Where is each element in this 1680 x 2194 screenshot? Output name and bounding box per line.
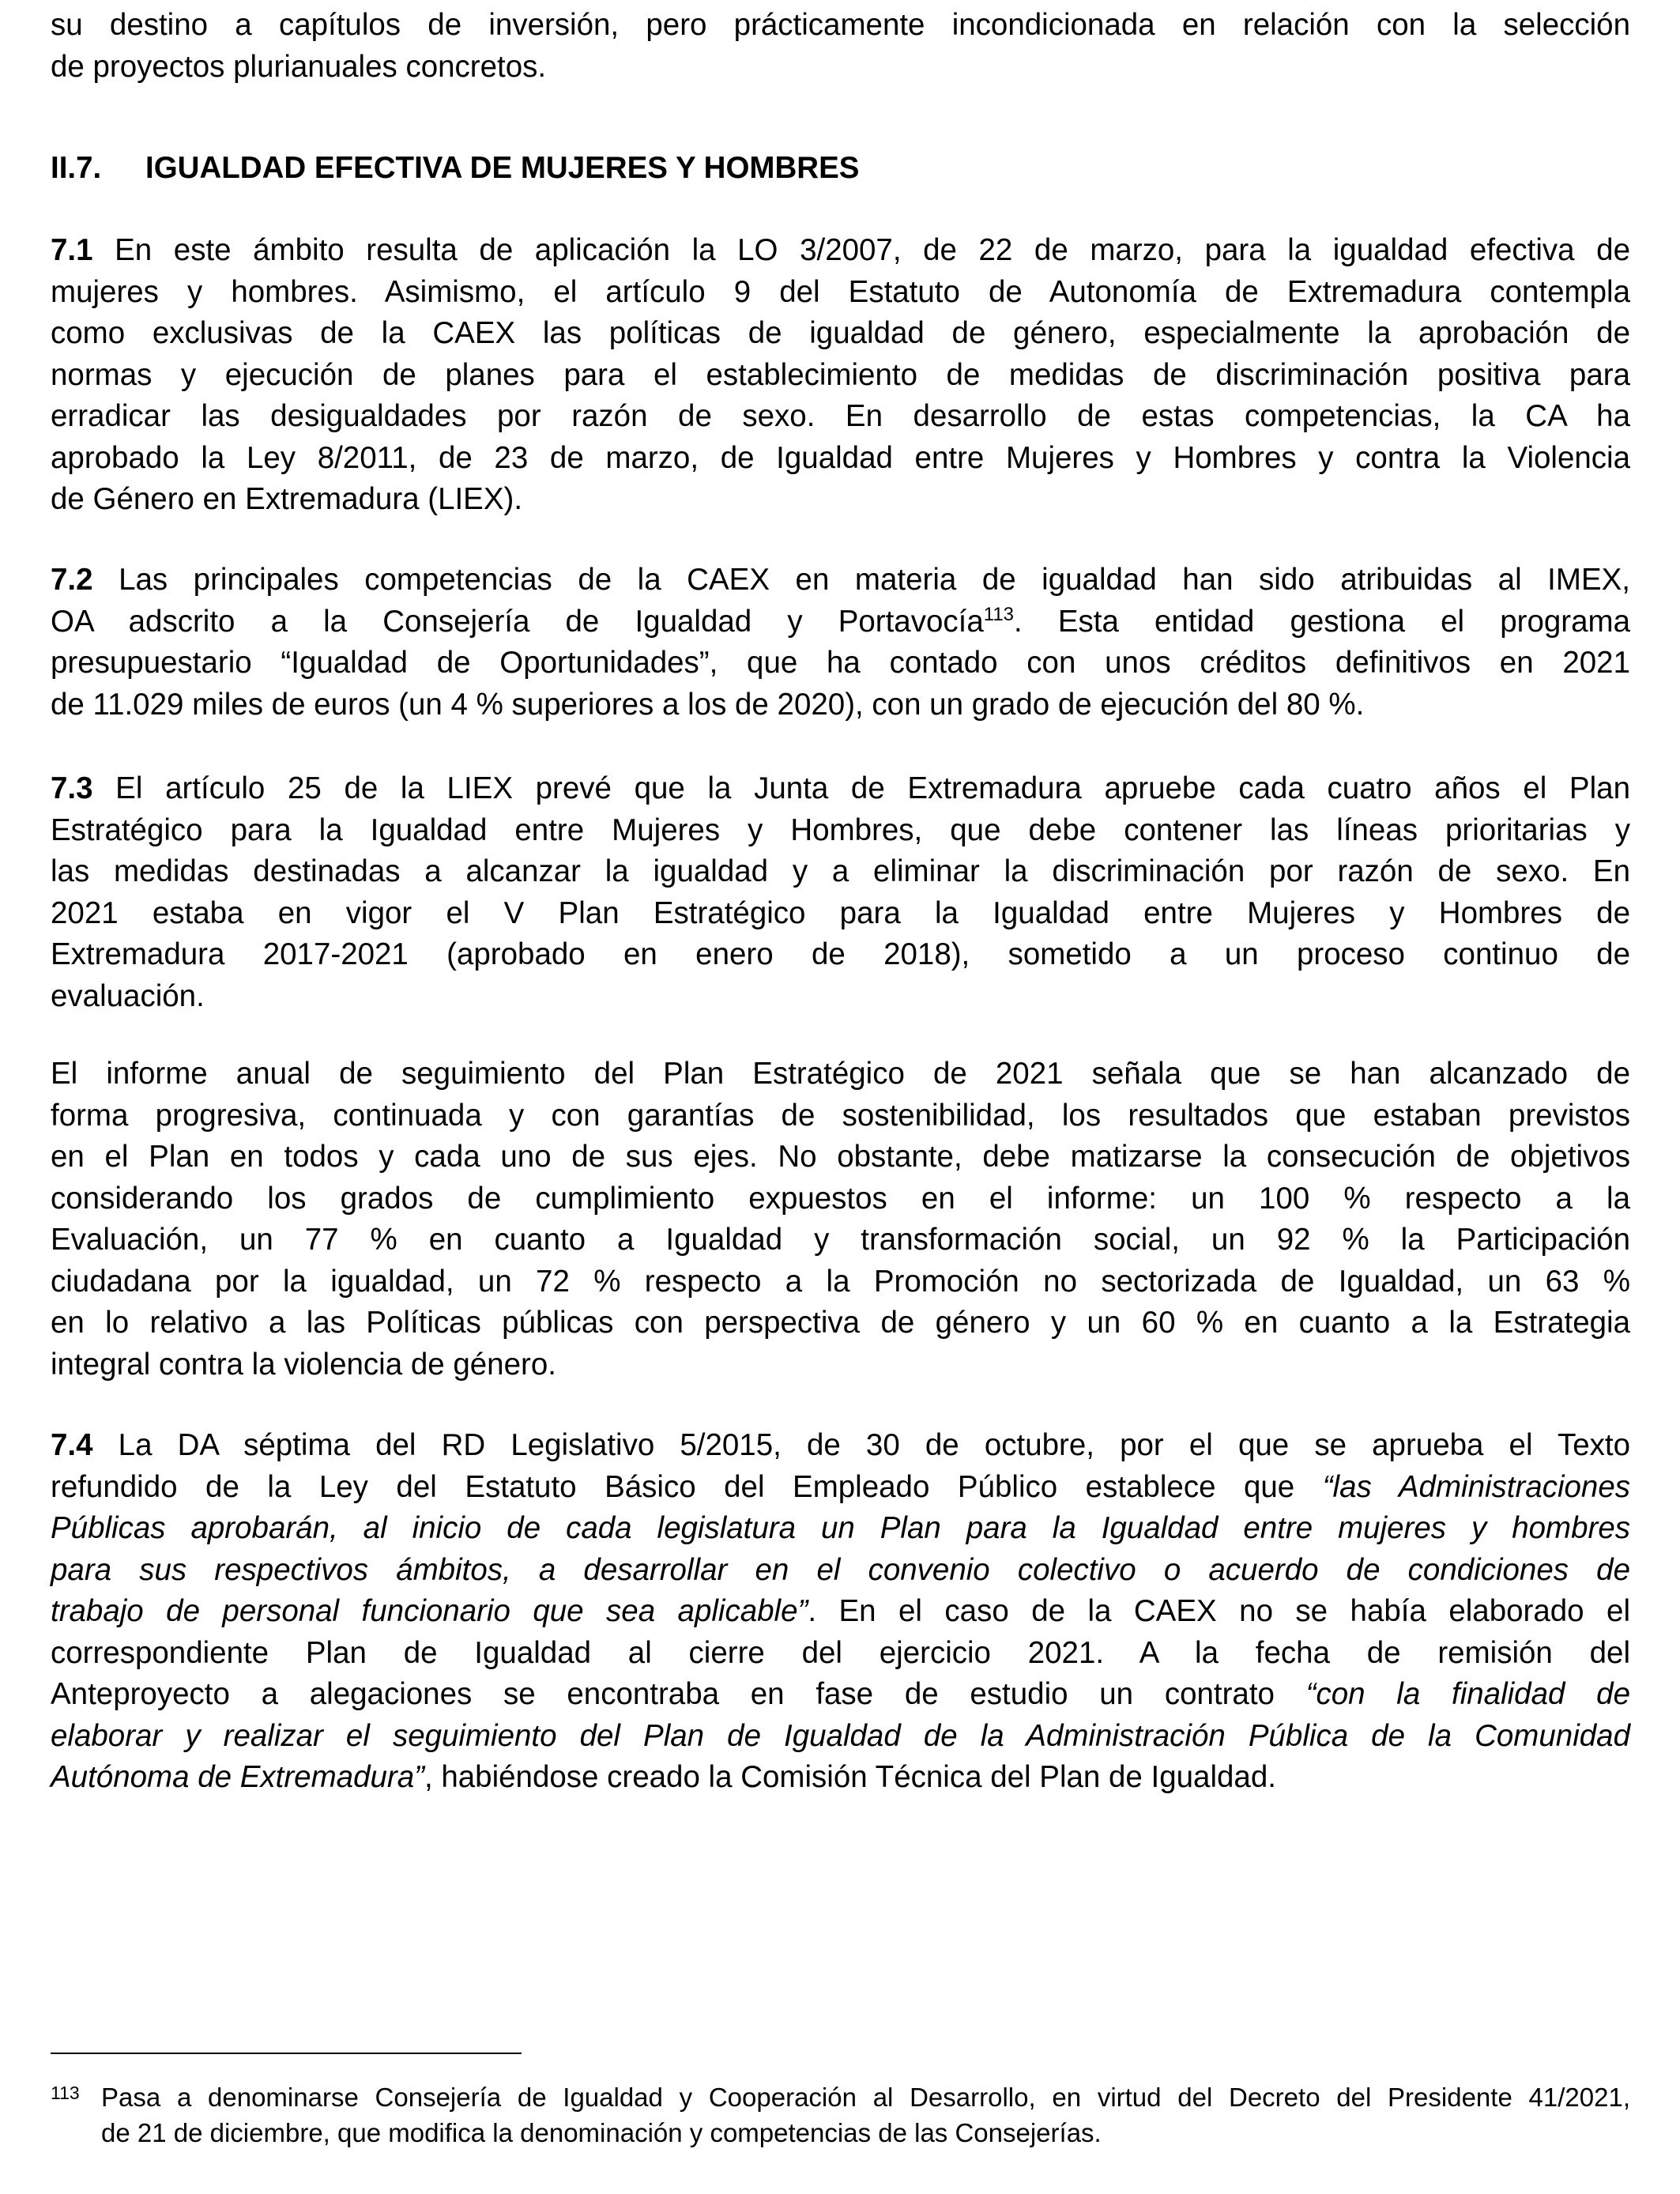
text-line: [51, 1591, 1630, 1633]
text-run: OA adscrito a la Consejería de Igualdad y Portavocía: [51, 604, 984, 639]
text-run: En este ámbito resulta de aplicación la LO 3/2007, de 22 de marzo, para la igualdad efectiva de: [92, 233, 1630, 267]
text-line: [51, 810, 1630, 852]
text-run: 2021 estaba en vigor el V Plan Estratégico para la Igualdad entre Mujeres y Hombres de: [51, 895, 1630, 930]
text-run: , habiéndose creado la Comisión Técnica del Plan de Igualdad.: [424, 1760, 1276, 1794]
text-run: Autónoma de Extremadura”: [51, 1760, 424, 1794]
text-line: [51, 1425, 1630, 1467]
text-line: [51, 479, 1630, 521]
text-run: La DA séptima del RD Legislativo 5/2015, de 30 de octubre, por el que se aprueba el Texto: [92, 1428, 1630, 1462]
section-heading: [51, 148, 859, 190]
text-line: [51, 1054, 1630, 1095]
paragraph-para-7-1: [51, 230, 1630, 521]
text-line: [51, 643, 1630, 684]
text-run: en el Plan en todos y cada uno de sus ejes. No obstante, debe matizarse la consecución de objetivos: [51, 1140, 1630, 1174]
text-line: [51, 601, 1630, 643]
text-line: [51, 1178, 1630, 1220]
text-run: correspondiente Plan de Igualdad al cierre del ejercicio 2021. A la fecha de remisión del: [51, 1635, 1630, 1670]
text-run: evaluación.: [51, 978, 205, 1013]
text-run: “con la finalidad de: [1305, 1677, 1630, 1711]
text-line: [51, 1220, 1630, 1261]
text-run: mujeres y hombres. Asimismo, el artículo 9 del Estatuto de Autonomía de Extremadura contempla: [51, 274, 1630, 309]
text-run: erradicar las desigualdades por razón de sexo. En desarrollo de estas competencias, la CA ha: [51, 399, 1630, 433]
text-line: [51, 1757, 1630, 1799]
text-run: integral contra la violencia de género.: [51, 1347, 556, 1382]
paragraph-intro-continuation: [51, 5, 1630, 88]
section-title: IGUALDAD EFECTIVA DE MUJERES Y HOMBRES: [145, 151, 860, 185]
text-run: las medidas destinadas a alcanzar la igualdad y a eliminar la discriminación por razón de sexo. En: [51, 854, 1630, 888]
text-line: [51, 1550, 1630, 1592]
footnote-reference: 113: [983, 603, 1015, 625]
paragraph-para-7-3: [51, 768, 1630, 1017]
text-line: [51, 1716, 1630, 1758]
text-line: [51, 560, 1630, 601]
text-run: “las Administraciones: [1322, 1469, 1630, 1504]
text-run: ciudadana por la igualdad, un 72 % respecto a la Promoción no sectorizada de Igualdad, un 63 %: [51, 1264, 1630, 1299]
text-run: refundido de la Ley del Estatuto Básico del Empleado Público establece que: [51, 1469, 1323, 1504]
text-run: . Esta entidad gestiona el programa: [1014, 604, 1631, 639]
footnote-separator: [51, 2053, 522, 2054]
text-line: [51, 438, 1630, 480]
paragraph-number: 7.3: [51, 771, 93, 805]
text-run: Públicas aprobarán, al inicio de cada legislatura un Plan para la Igualdad entre mujeres y hombres: [51, 1511, 1630, 1545]
paragraph-para-informe: [51, 1054, 1630, 1385]
text-run: Estratégico para la Igualdad entre Mujeres y Hombres, que debe contener las líneas prioritarias y: [51, 812, 1630, 847]
text-line: [51, 355, 1630, 397]
paragraph-para-7-2: [51, 560, 1630, 726]
text-line: [51, 396, 1630, 438]
text-run: normas y ejecución de planes para el establecimiento de medidas de discriminación positiva para: [51, 357, 1630, 392]
text-line: [51, 976, 1630, 1018]
text-line: [51, 47, 1630, 89]
text-line: [51, 1633, 1630, 1675]
section-number: II.7.: [51, 151, 102, 185]
text-run: aprobado la Ley 8/2011, de 23 de marzo, de Igualdad entre Mujeres y Hombres y contra la Violencia: [51, 440, 1630, 475]
text-line: [51, 851, 1630, 893]
text-line: [51, 1674, 1630, 1716]
paragraph-number: 7.1: [51, 233, 93, 267]
text-line: [51, 1137, 1630, 1178]
text-line: [51, 1095, 1630, 1137]
paragraph-number: 7.4: [51, 1428, 93, 1462]
footnote-line: de 21 de diciembre, que modifica la denominación y competencias de las Consejerías.: [101, 2117, 1102, 2147]
text-run: de proyectos plurianuales concretos.: [51, 49, 547, 84]
text-line: [51, 230, 1630, 272]
text-run: como exclusivas de la CAEX las políticas de igualdad de género, especialmente la aprobación de: [51, 316, 1630, 350]
footnote: [51, 2080, 1630, 2151]
footnote-line: Pasa a denominarse Consejería de Igualdad y Cooperación al Desarrollo, en virtud del Decreto del Presidente 41/2021,: [101, 2083, 1630, 2112]
text-line: [51, 768, 1630, 810]
text-line: [51, 1302, 1630, 1344]
text-line: [51, 1344, 1630, 1386]
text-run: Evaluación, un 77 % en cuanto a Igualdad y transformación social, un 92 % la Participación: [51, 1223, 1630, 1257]
text-line: [51, 1508, 1630, 1550]
text-run: Las principales competencias de la CAEX en materia de igualdad han sido atribuidas al IMEX,: [92, 563, 1630, 597]
text-run: presupuestario “Igualdad de Oportunidades”, que ha contado con unos créditos definitivos en 2021: [51, 646, 1630, 680]
paragraph-para-7-4: [51, 1425, 1630, 1799]
text-run: trabajo de personal funcionario que sea aplicable”: [51, 1594, 808, 1628]
text-run: Extremadura 2017-2021 (aprobado en enero de 2018), sometido a un proceso continuo de: [51, 937, 1630, 971]
text-run: su destino a capítulos de inversión, pero prácticamente incondicionada en relación con la selección: [51, 8, 1630, 42]
text-run: forma progresiva, continuada y con garantías de sostenibilidad, los resultados que estaban previstos: [51, 1098, 1630, 1133]
text-run: para sus respectivos ámbitos, a desarrollar en el convenio colectivo o acuerdo de condiciones de: [51, 1552, 1630, 1587]
text-run: El informe anual de seguimiento del Plan Estratégico de 2021 señala que se han alcanzado de: [51, 1057, 1630, 1091]
text-run: Anteproyecto a alegaciones se encontraba en fase de estudio un contrato: [51, 1677, 1306, 1711]
text-line: [51, 1467, 1630, 1509]
text-line: [51, 934, 1630, 976]
footnote-number: 113: [51, 2083, 80, 2103]
paragraph-number: 7.2: [51, 563, 93, 597]
text-line: [51, 893, 1630, 935]
text-run: . En el caso de la CAEX no se había elaborado el: [808, 1594, 1630, 1628]
text-line: [51, 5, 1630, 47]
text-run: elaborar y realizar el seguimiento del Plan de Igualdad de la Administración Pública de la Comunidad: [51, 1718, 1630, 1753]
text-run: El artículo 25 de la LIEX prevé que la Junta de Extremadura apruebe cada cuatro años el Plan: [92, 771, 1630, 805]
text-line: [51, 684, 1630, 726]
text-run: considerando los grados de cumplimiento expuestos en el informe: un 100 % respecto a la: [51, 1181, 1630, 1216]
text-run: en lo relativo a las Políticas públicas con perspectiva de género y un 60 % en cuanto a la Estrategia: [51, 1306, 1630, 1340]
text-line: [51, 1261, 1630, 1303]
text-run: de 11.029 miles de euros (un 4 % superiores a los de 2020), con un grado de ejecución del 80 %.: [51, 687, 1365, 722]
text-line: [51, 272, 1630, 314]
text-run: de Género en Extremadura (LIEX).: [51, 482, 523, 516]
text-line: [51, 313, 1630, 355]
